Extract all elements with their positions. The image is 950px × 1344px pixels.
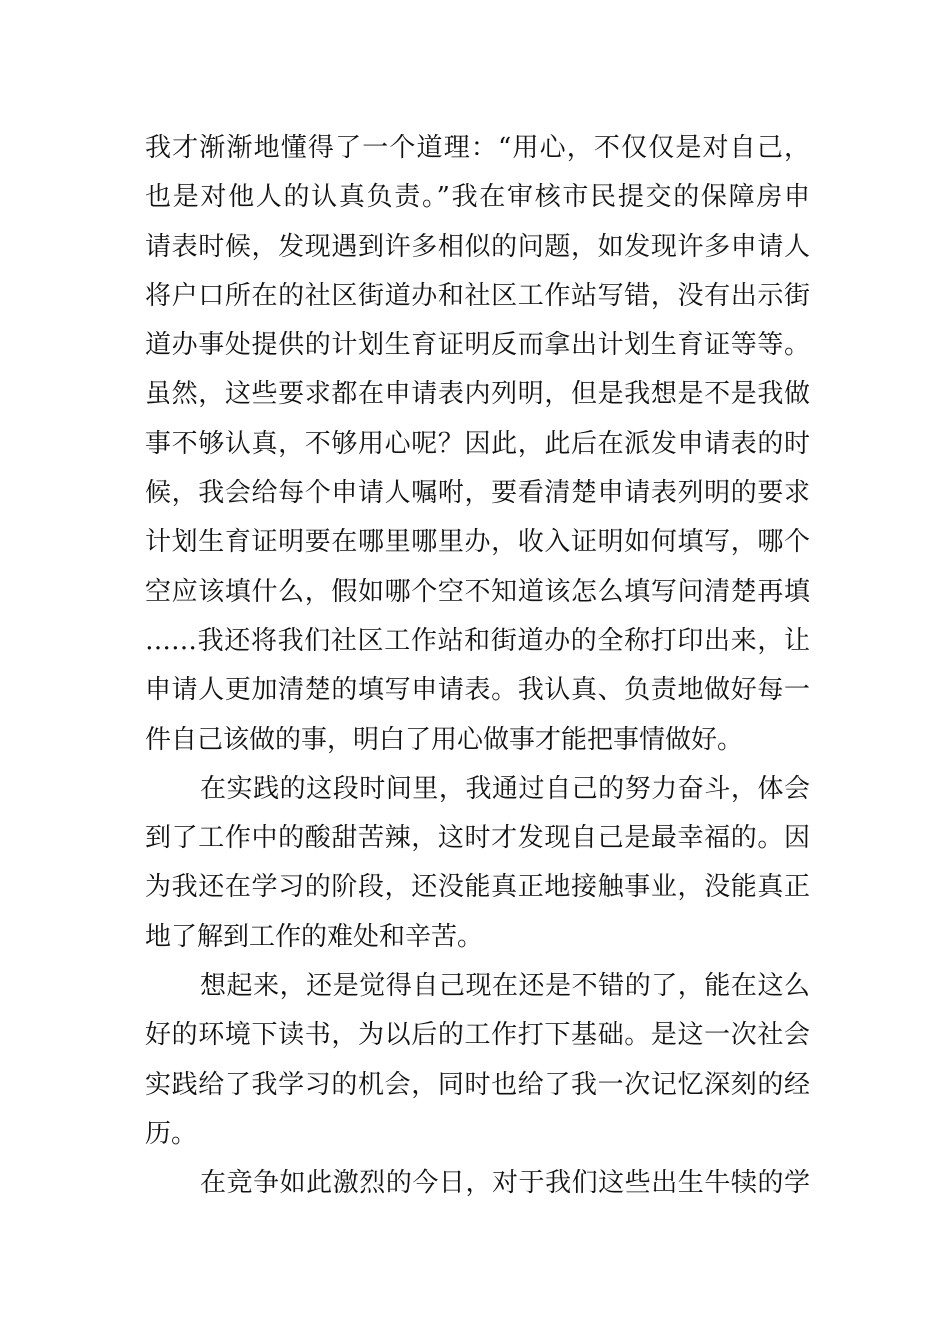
- text-line: 请表时候，发现遇到许多相似的问题，如发现许多申请人: [145, 231, 810, 262]
- paragraph: [145, 962, 810, 1159]
- text-line: 事不够认真，不够用心呢？因此，此后在派发申请表的时: [145, 428, 810, 459]
- text-line: 到了工作中的酸甜苦辣，这时才发现自己是最幸福的。因: [145, 823, 810, 854]
- text-line: 件自己该做的事，明白了用心做事才能把事情做好。: [145, 724, 744, 755]
- paragraph: [145, 765, 810, 962]
- text-line: 在实践的这段时间里，我通过自己的努力奋斗，体会: [200, 773, 810, 804]
- text-line: 好的环境下读书，为以后的工作打下基础。是这一次社会: [145, 1020, 810, 1051]
- body-text: [145, 124, 810, 1209]
- text-line: 候，我会给每个申请人嘱咐，要看清楚申请表列明的要求: [145, 478, 810, 509]
- text-line: 计划生育证明要在哪里哪里办，收入证明如何填写，哪个: [145, 527, 810, 558]
- text-line: 为我还在学习的阶段，还没能真正地接触事业，没能真正: [145, 872, 810, 903]
- paragraph: [145, 124, 810, 765]
- text-line: 也是对他人的认真负责。”我在审核市民提交的保障房申: [145, 182, 810, 213]
- text-line: ……我还将我们社区工作站和街道办的全称打印出来，让: [145, 625, 810, 656]
- paragraph: [145, 1159, 810, 1208]
- text-line: 道办事处提供的计划生育证明反而拿出计划生育证等等。: [145, 330, 810, 361]
- text-line: 申请人更加清楚的填写申请表。我认真、负责地做好每一: [145, 675, 810, 706]
- text-line: 实践给了我学习的机会，同时也给了我一次记忆深刻的经: [145, 1069, 810, 1100]
- text-line: 历。: [145, 1118, 198, 1149]
- text-line: 想起来，还是觉得自己现在还是不错的了，能在这么: [200, 971, 810, 1002]
- text-line: 地了解到工作的难处和辛苦。: [145, 921, 484, 952]
- text-line: 在竞争如此激烈的今日，对于我们这些出生牛犊的学: [200, 1168, 810, 1199]
- text-line: 将户口所在的社区街道办和社区工作站写错，没有出示街: [145, 280, 810, 311]
- text-line: 空应该填什么，假如哪个空不知道该怎么填写问清楚再填: [145, 576, 810, 607]
- text-line: 虽然，这些要求都在申请表内列明，但是我想是不是我做: [145, 379, 810, 410]
- text-line: 我才渐渐地懂得了一个道理：“用心，不仅仅是对自己，: [145, 133, 810, 163]
